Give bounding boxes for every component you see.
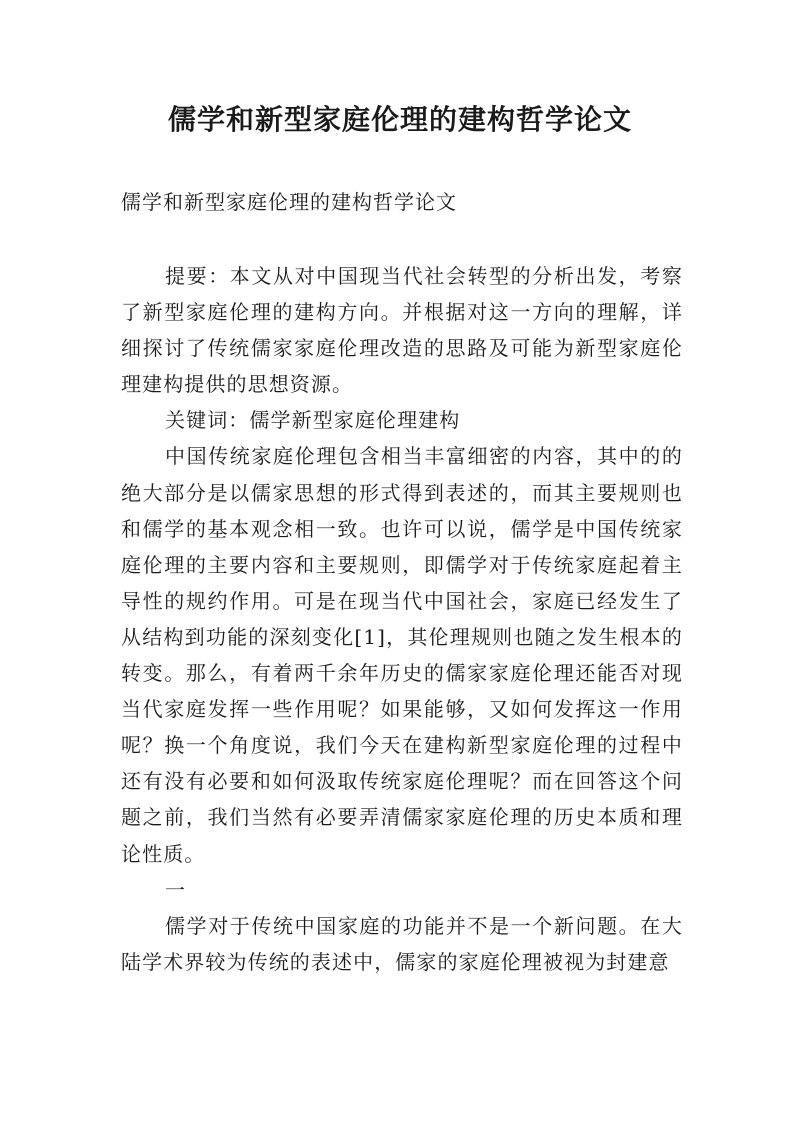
document-subtitle: 儒学和新型家庭伦理的建构哲学论文 <box>121 190 457 214</box>
document-title: 儒学和新型家庭伦理的建构哲学论文 <box>167 103 632 136</box>
section-heading: 一 <box>165 877 187 902</box>
document-body <box>121 258 683 980</box>
body-paragraph-2: 儒学对于传统中国家庭的功能并不是一个新问题。在大陆学术界较为传统的表述中，儒家的家庭伦理被视为封建意 <box>121 913 683 974</box>
abstract-paragraph: 提要：本文从对中国现当代社会转型的分析出发，考察了新型家庭伦理的建构方向。并根据对这一方向的理解，详细探讨了传统儒家家庭伦理改造的思路及可能为新型家庭伦理建构提供的思想资源。 <box>121 264 683 397</box>
keywords-line: 关键词：儒学新型家庭伦理建构 <box>165 408 461 433</box>
body-paragraph-1: 中国传统家庭伦理包含相当丰富细密的内容，其中的的绝大部分是以儒家思想的形式得到表述的，而其主要规则也和儒学的基本观念相一致。也许可以说，儒学是中国传统家庭伦理的主要内容和主要规则，即儒学对于传统家庭起着主导性的规约作用。可是在现当代中国社会，家庭已经发生了从结构到功能的深刻变化[1]，其伦理规则也随之发生根本的转变。那么，有着两千余年历史的儒家家庭伦理还能否对现当代家庭发挥一些作用呢？如果能够，又如何发挥这一作用呢？换一个角度说，我们今天在建构新型家庭伦理的过程中还有没有必要和如何汲取传统家庭伦理呢？而在回答这个问题之前，我们当然有必要弄清儒家家庭伦理的历史本质和理论性质。 <box>121 444 683 866</box>
